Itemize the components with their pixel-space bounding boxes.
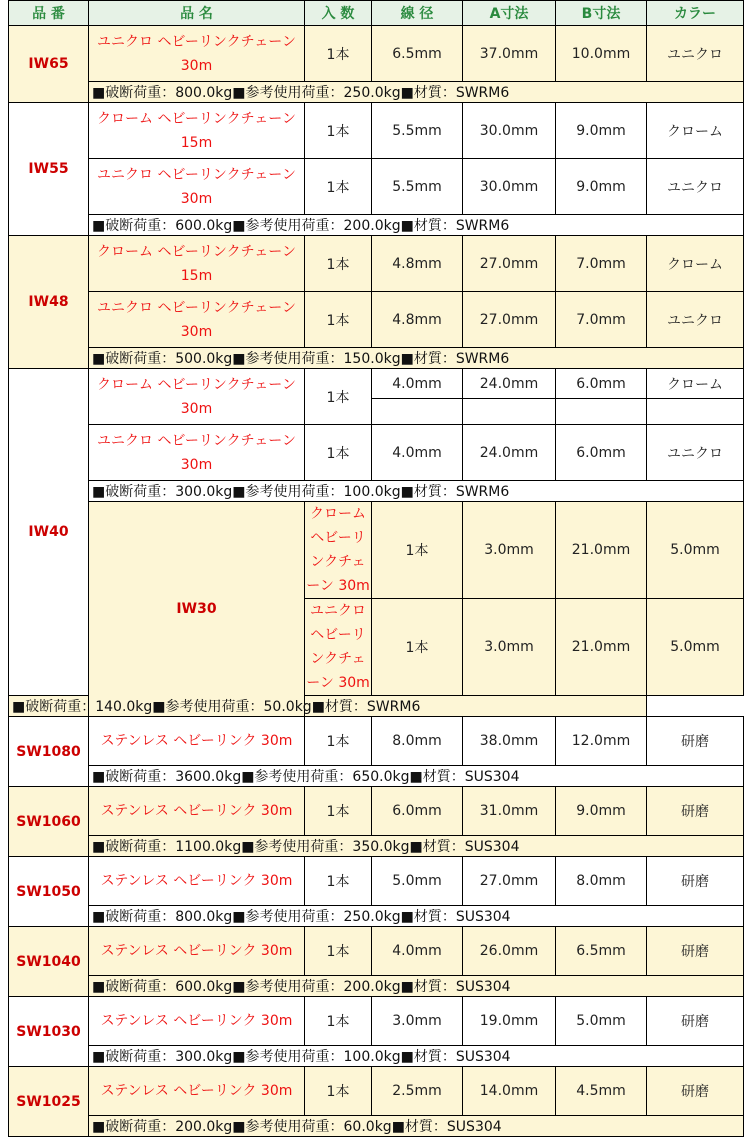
spec-note: ■破断荷重：200.0kg■参考使用荷重：60.0kg■材質：SUS304 [89,1116,744,1137]
spec-note-row [9,82,744,103]
dimension-a: 19.0mm [463,997,556,1046]
dimension-a: 21.0mm [556,599,647,696]
dimension-b: 12.0mm [556,717,647,766]
spec-note: ■破断荷重：300.0kg■参考使用荷重：100.0kg■材質：SUS304 [89,1046,744,1067]
product-qty: 1本 [305,236,372,292]
product-qty: 1本 [305,369,372,425]
spec-note-row [9,1116,744,1137]
dimension-b: 8.0mm [556,857,647,906]
product-name: ステンレス ヘビーリンク 30m [89,1067,305,1116]
dimension-b: 6.0mm [556,425,647,481]
product-code: IW48 [9,236,89,369]
dimension-b: 5.0mm [647,599,744,696]
product-row [9,236,744,292]
product-code: SW1080 [9,717,89,787]
product-name: クローム ヘビーリンクチェーン 30m [89,369,305,425]
header-qty: 入 数 [305,1,372,26]
product-name: ステンレス ヘビーリンク 30m [89,857,305,906]
empty-cell [463,399,556,425]
spec-note: ■破断荷重：1100.0kg■参考使用荷重：350.0kg■材質：SUS304 [89,836,744,857]
product-name: クローム ヘビーリンクチェーン 30m [305,502,372,599]
header-name: 品 名 [89,1,305,26]
dimension-a: 30.0mm [463,159,556,215]
spec-note-row [9,906,744,927]
product-color: 研磨 [647,997,744,1046]
product-row [9,997,744,1046]
dimension-a: 24.0mm [463,425,556,481]
product-name: ユニクロ ヘビーリンクチェーン 30m [89,292,305,348]
spec-note-row [9,215,744,236]
spec-note: ■破断荷重：800.0kg■参考使用荷重：250.0kg■材質：SUS304 [89,906,744,927]
spec-note: ■破断荷重：140.0kg■参考使用荷重：50.0kg■材質：SWRM6 [9,696,647,717]
dimension-b: 6.5mm [556,927,647,976]
wire-diameter: 4.0mm [372,369,463,399]
dimension-b: 7.0mm [556,236,647,292]
spec-note: ■破断荷重：300.0kg■参考使用荷重：100.0kg■材質：SWRM6 [89,481,744,502]
wire-diameter: 3.0mm [463,599,556,696]
header-color: カラー [647,1,744,26]
product-code: IW40 [9,369,89,696]
product-color: ユニクロ [647,425,744,481]
product-code: IW55 [9,103,89,236]
product-row [9,787,744,836]
wire-diameter: 4.8mm [372,236,463,292]
product-row [9,502,744,599]
header-code: 品 番 [9,1,89,26]
product-row [9,159,744,215]
product-qty: 1本 [305,717,372,766]
wire-diameter: 3.0mm [463,502,556,599]
dimension-a: 27.0mm [463,236,556,292]
product-name: ユニクロ ヘビーリンクチェーン 30m [305,599,372,696]
product-row [9,717,744,766]
header-b: B寸法 [556,1,647,26]
spec-note: ■破断荷重：800.0kg■参考使用荷重：250.0kg■材質：SWRM6 [89,82,744,103]
dimension-b: 5.0mm [556,997,647,1046]
wire-diameter: 4.0mm [372,927,463,976]
product-qty: 1本 [305,159,372,215]
empty-cell [372,399,463,425]
dimension-a: 37.0mm [463,26,556,82]
dimension-b: 4.5mm [556,1067,647,1116]
wire-diameter: 8.0mm [372,717,463,766]
spec-note-row [9,481,744,502]
product-name: クローム ヘビーリンクチェーン 15m [89,103,305,159]
product-qty: 1本 [305,927,372,976]
wire-diameter: 5.5mm [372,159,463,215]
spec-note-row [9,836,744,857]
product-row [9,927,744,976]
dimension-a: 21.0mm [556,502,647,599]
product-row [9,1067,744,1116]
header-row [9,1,744,26]
product-name: ステンレス ヘビーリンク 30m [89,787,305,836]
wire-diameter: 4.0mm [372,425,463,481]
product-name: ステンレス ヘビーリンク 30m [89,717,305,766]
product-color: 研磨 [647,857,744,906]
product-code: SW1040 [9,927,89,997]
product-color: ユニクロ [647,26,744,82]
spec-note-row [9,696,744,717]
product-qty: 1本 [305,1067,372,1116]
product-code: SW1025 [9,1067,89,1137]
header-a: A寸法 [463,1,556,26]
spec-note-row [9,766,744,787]
dimension-b: 9.0mm [556,787,647,836]
empty-cell [556,399,647,425]
wire-diameter: 5.0mm [372,857,463,906]
product-row [9,292,744,348]
product-qty: 1本 [305,857,372,906]
wire-diameter: 5.5mm [372,103,463,159]
dimension-a: 30.0mm [463,103,556,159]
product-code: SW1050 [9,857,89,927]
wire-diameter: 6.5mm [372,26,463,82]
wire-diameter: 2.5mm [372,1067,463,1116]
product-qty: 1本 [305,26,372,82]
product-qty: 1本 [305,425,372,481]
product-name: ステンレス ヘビーリンク 30m [89,927,305,976]
spec-note: ■破断荷重：500.0kg■参考使用荷重：150.0kg■材質：SWRM6 [89,348,744,369]
dimension-b: 6.0mm [556,369,647,399]
spec-note-row [9,348,744,369]
product-name: ステンレス ヘビーリンク 30m [89,997,305,1046]
product-color: ユニクロ [647,292,744,348]
dimension-b: 7.0mm [556,292,647,348]
product-qty: 1本 [305,997,372,1046]
product-row [9,857,744,906]
dimension-a: 26.0mm [463,927,556,976]
dimension-a: 27.0mm [463,857,556,906]
product-row [9,369,744,399]
product-row [9,425,744,481]
product-code: IW30 [89,502,305,717]
wire-diameter: 4.8mm [372,292,463,348]
dimension-a: 27.0mm [463,292,556,348]
spec-note: ■破断荷重：600.0kg■参考使用荷重：200.0kg■材質：SWRM6 [89,215,744,236]
product-name: ユニクロ ヘビーリンクチェーン 30m [89,159,305,215]
product-name: ユニクロ ヘビーリンクチェーン 30m [89,425,305,481]
dimension-a: 38.0mm [463,717,556,766]
product-color: クローム [647,236,744,292]
spec-note: ■破断荷重：600.0kg■参考使用荷重：200.0kg■材質：SUS304 [89,976,744,997]
product-code: SW1060 [9,787,89,857]
dimension-a: 14.0mm [463,1067,556,1116]
product-color: 研磨 [647,787,744,836]
dimension-b: 10.0mm [556,26,647,82]
product-name: クローム ヘビーリンクチェーン 15m [89,236,305,292]
product-qty: 1本 [372,599,463,696]
dimension-a: 24.0mm [463,369,556,399]
product-qty: 1本 [305,787,372,836]
product-qty: 1本 [305,103,372,159]
product-name: ユニクロ ヘビーリンクチェーン 30m [89,26,305,82]
dimension-b: 5.0mm [647,502,744,599]
spec-note-row [9,1046,744,1067]
spec-note: ■破断荷重：3600.0kg■参考使用荷重：650.0kg■材質：SUS304 [89,766,744,787]
wire-diameter: 6.0mm [372,787,463,836]
product-color: クローム [647,369,744,399]
empty-cell [647,399,744,425]
product-color: 研磨 [647,1067,744,1116]
spec-note-row [9,976,744,997]
header-wire: 線 径 [372,1,463,26]
product-color: ユニクロ [647,159,744,215]
product-qty: 1本 [305,292,372,348]
product-spec-table [8,0,744,1137]
dimension-b: 9.0mm [556,103,647,159]
dimension-b: 9.0mm [556,159,647,215]
product-color: 研磨 [647,927,744,976]
product-row [9,103,744,159]
wire-diameter: 3.0mm [372,997,463,1046]
product-code: IW65 [9,26,89,103]
product-code: SW1030 [9,997,89,1067]
product-qty: 1本 [372,502,463,599]
product-color: クローム [647,103,744,159]
product-color: 研磨 [647,717,744,766]
dimension-a: 31.0mm [463,787,556,836]
spec-table-body [9,26,744,1137]
product-row [9,26,744,82]
